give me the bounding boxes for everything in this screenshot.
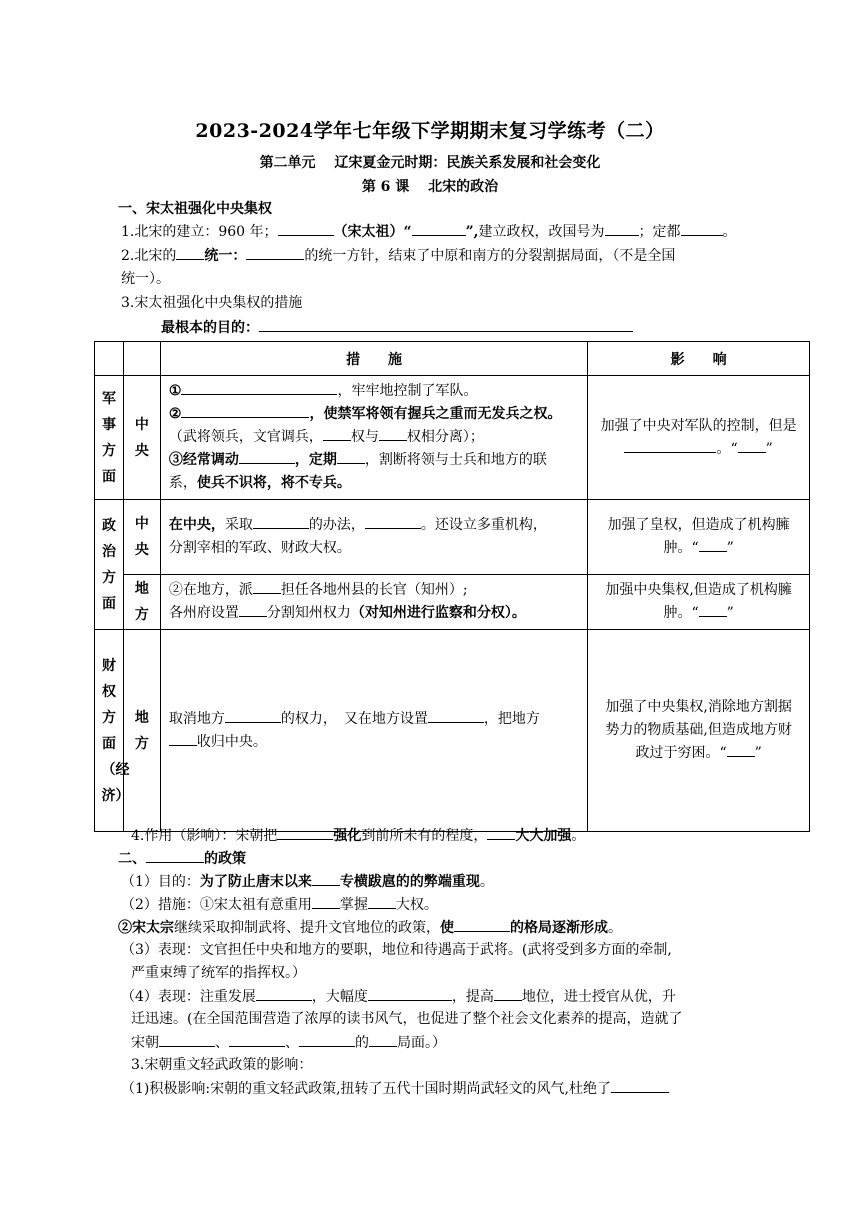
blank[interactable] xyxy=(699,603,727,617)
blank[interactable] xyxy=(253,515,309,529)
blank[interactable] xyxy=(699,538,727,552)
line-performance-2c: 宋朝 、 、 的 局面。） xyxy=(131,1035,446,1051)
blank[interactable] xyxy=(229,1033,285,1047)
lesson-subtitle: 第 6 课 北宋的政治 xyxy=(361,179,499,195)
blank[interactable] xyxy=(239,450,295,464)
line-performance-2: （4）表现：注重发展 ，大幅度 ，提高 地位，进士授官从优，升 xyxy=(121,989,676,1005)
line-purpose: 最根本的目的： xyxy=(161,318,633,337)
politics-local-measures: ②在地方，派 担任各地州县的长官（知州）; 各州府设置 分割知州权力（对知州进行监察和分权）。 xyxy=(160,575,587,630)
blank[interactable] xyxy=(379,427,407,441)
military-measures: ① ，牢牢地控制了军队。 ② ，使禁军将领有握兵之重而无发兵之权。 （武将领兵，文官调兵， 权与 权相分离）； ③经常调动 ，定期 ，割断将领与士兵和地方的联 系，使兵不识将，将不专兵。 xyxy=(160,376,587,500)
header-empty xyxy=(123,342,160,376)
blank[interactable] xyxy=(239,603,267,617)
blank[interactable] xyxy=(312,872,340,886)
line-taizong: ②宋太宗继续采取抑制武将、提升文官地位的政策，使 的格局逐渐形成。 xyxy=(118,920,622,936)
blank[interactable] xyxy=(368,987,452,1001)
category-finance: 财权方面（经济） xyxy=(95,630,124,832)
blank[interactable] xyxy=(159,1033,215,1047)
blank[interactable] xyxy=(369,1033,397,1047)
blank[interactable] xyxy=(494,987,522,1001)
blank[interactable] xyxy=(225,709,281,723)
section-1-heading: 一、宋太祖强化中央集权 xyxy=(118,201,272,217)
blank[interactable] xyxy=(181,381,337,395)
military-influence: 加强了中央对军队的控制，但是 。“ ” xyxy=(588,376,810,500)
line-measures-2: （2）措施：①宋太祖有意重用 掌握 大权。 xyxy=(121,897,438,913)
blank[interactable] xyxy=(337,450,365,464)
sub-central: 中央 xyxy=(123,376,160,500)
category-politics: 政治方面 xyxy=(95,500,124,630)
line-founding: 1.北宋的建立：960 年； （宋太祖）“ ”,建立政权，改国号为 ；定都 。 xyxy=(121,224,737,240)
politics-central-influence: 加强了皇权，但造成了机构臃 肿。“ ” xyxy=(588,500,810,575)
finance-influence: 加强了中央集权,消除地方割据 势力的物质基础,但造成地方财 政过于穷困。“ ” xyxy=(588,630,810,832)
line-performance-1: （3）表现：文官担任中央和地方的要职，地位和待遇高于武将。(武将受到多方面的牵制, xyxy=(121,942,672,958)
blank[interactable] xyxy=(176,246,204,260)
blank[interactable] xyxy=(605,222,639,236)
blank[interactable] xyxy=(365,515,421,529)
blank[interactable] xyxy=(246,246,304,260)
blank[interactable] xyxy=(256,987,312,1001)
finance-measures: 取消地方 的权力， 又在地方设置 ，把地方 收归中央。 xyxy=(160,630,587,832)
blank[interactable] xyxy=(738,439,766,453)
line-positive-influence: （1)积极影响:宋朝的重文轻武政策,扭转了五代十国时期尚武轻文的风气,杜绝了 xyxy=(121,1079,669,1098)
blank[interactable] xyxy=(181,404,309,418)
blank[interactable] xyxy=(727,743,755,757)
category-military: 军事方面 xyxy=(95,376,124,500)
unit-subtitle: 第二单元 辽宋夏金元时期：民族关系发展和社会变化 xyxy=(259,155,601,171)
politics-central-measures: 在中央，采取 的办法， 。还设立多重机构， 分割宰相的军政、财政大权。 xyxy=(160,500,587,575)
blank[interactable] xyxy=(487,826,515,840)
blank[interactable] xyxy=(428,709,484,723)
line-performance-1b: 严重束缚了统军的指挥权。） xyxy=(131,965,306,981)
line-performance-2b: 迁迅速。(在全国范围营造了浓厚的读书风气，也促进了整个社会文化素养的提高，造就了 xyxy=(131,1011,683,1027)
line-purpose-2: （1）目的：为了防止唐末以来 专横跋扈的的弊端重现。 xyxy=(121,874,494,890)
blank[interactable] xyxy=(277,826,333,840)
line-effect: 4.作用（影响）：宋朝把 强化到前所未有的程度， 大大加强。 xyxy=(131,828,586,844)
blank[interactable] xyxy=(611,1079,669,1093)
header-measures: 措 施 xyxy=(160,342,587,376)
blank[interactable] xyxy=(259,318,633,332)
blank[interactable] xyxy=(412,222,466,236)
line-measures-intro: 3.宋太祖强化中央集权的措施 xyxy=(121,295,303,311)
line-influence-heading: 3.宋朝重文轻武政策的影响： xyxy=(131,1057,313,1073)
line-unification: 2.北宋的 统一： 的统一方针，结束了中原和南方的分裂割据局面，（不是全国 xyxy=(121,248,676,264)
blank[interactable] xyxy=(681,222,723,236)
blank[interactable] xyxy=(368,895,396,909)
sub-local: 地方 xyxy=(123,630,160,832)
measures-table xyxy=(94,341,810,832)
blank[interactable] xyxy=(454,918,510,932)
section-2-heading: 二、 的政策 xyxy=(118,851,246,867)
blank[interactable] xyxy=(169,732,197,746)
header-empty xyxy=(95,342,124,376)
blank[interactable] xyxy=(278,222,334,236)
blank[interactable] xyxy=(299,1033,355,1047)
blank[interactable] xyxy=(146,849,204,863)
line-unification-cont: 统一）。 xyxy=(121,271,170,287)
blank[interactable] xyxy=(323,427,351,441)
header-influence: 影 响 xyxy=(588,342,810,376)
page-title: 2023-2024学年七年级下学期期末复习学练考（二） xyxy=(195,120,665,142)
blank[interactable] xyxy=(624,439,716,453)
blank[interactable] xyxy=(312,895,340,909)
sub-central: 中央 xyxy=(123,500,160,575)
sub-local: 地方 xyxy=(123,575,160,630)
politics-local-influence: 加强中央集权,但造成了机构臃 肿。“ ” xyxy=(588,575,810,630)
blank[interactable] xyxy=(253,580,281,594)
